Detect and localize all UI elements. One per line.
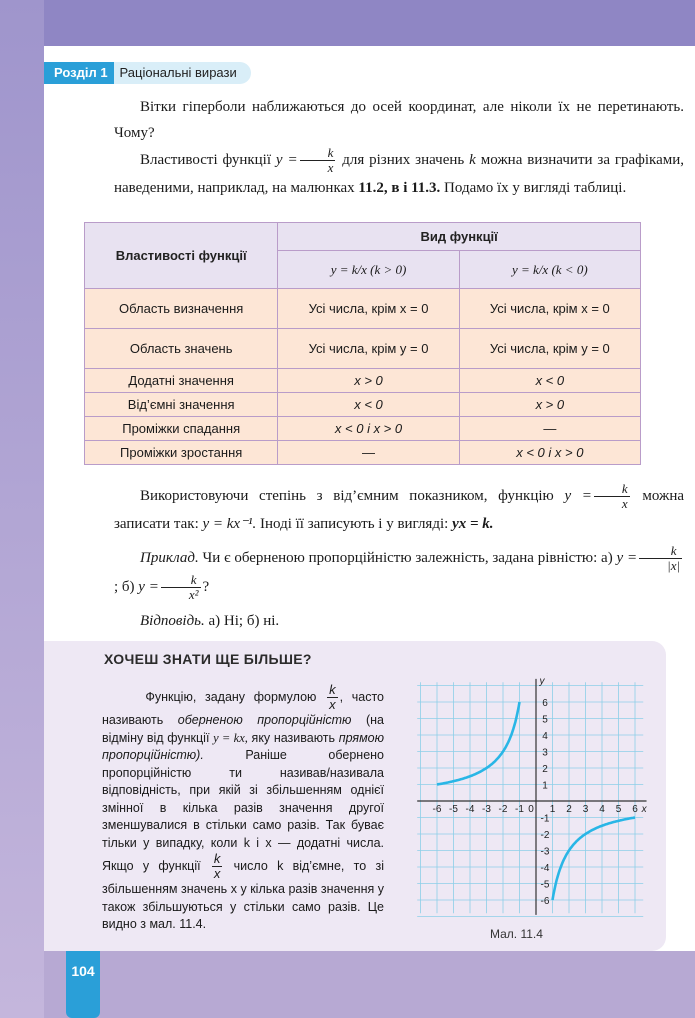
row-label: Проміжки спадання: [85, 417, 278, 441]
box-text: [102, 683, 384, 934]
frac-num: k: [329, 682, 336, 697]
frac-den: x: [621, 496, 628, 511]
hyperbola-branch-right: [553, 818, 636, 901]
y-tick-label: 5: [542, 714, 548, 726]
x-tick-label: -5: [449, 804, 458, 815]
hyperbola-graph: [402, 677, 646, 927]
section-number: Розділ 1: [44, 62, 114, 84]
box-t7: прямою пропорційністю).: [102, 730, 384, 762]
x-tick-label: -2: [498, 804, 508, 815]
box-t2: , часто називають: [102, 689, 384, 727]
example-text: Чи є оберненою пропорційністю залежність, задана рівністю: а): [202, 549, 613, 566]
y-tick-label: 1: [542, 780, 548, 792]
row-value: —: [459, 417, 640, 441]
x-tick-label: 1: [549, 804, 556, 815]
p3-formula-1: y = kx⁻¹.: [202, 516, 257, 532]
hyperbola-branch-left: [437, 702, 520, 785]
x-tick-label: 3: [582, 804, 589, 815]
row-value: x > 0: [278, 369, 459, 393]
paragraph-3: [114, 482, 684, 537]
x-tick-label: -3: [482, 804, 491, 815]
answer: [114, 608, 684, 634]
p2-refs: 11.2, в і 11.3.: [358, 180, 441, 196]
table-subheader-kneg: y = k/x (k < 0): [459, 251, 640, 289]
p3-text-c: Іноді її записують і у вигляді:: [260, 516, 449, 532]
table-row: [85, 417, 641, 441]
frac-den: x: [327, 160, 334, 175]
p3-text-a: Використовуючи степінь з від’ємним показником, функцію: [140, 487, 554, 504]
fraction-k-x: [212, 852, 223, 881]
fraction-k-x: [594, 482, 630, 511]
fraction-k-x: [300, 146, 336, 175]
y-tick-label: 3: [542, 747, 548, 759]
p2-text-c: можна визначити за графіками, наведеними, наприклад, на малюнках: [114, 151, 685, 196]
p3-eq: y =: [564, 487, 592, 504]
x-axis-label: x: [641, 804, 647, 815]
frac-den: x: [329, 697, 336, 712]
p3-formula-2: yx = k.: [452, 516, 494, 532]
box-t6: яку називають: [251, 730, 336, 745]
table-row: [85, 289, 641, 329]
x-tick-label: 4: [599, 804, 605, 815]
paragraph-2: [114, 146, 684, 201]
table-header-props: Властивості функції: [85, 223, 278, 289]
row-label: Область значень: [85, 329, 278, 369]
y-tick-label: -1: [540, 813, 550, 825]
row-value: x < 0: [459, 369, 640, 393]
row-value: x > 0: [459, 393, 640, 417]
row-value: x < 0 і x > 0: [278, 417, 459, 441]
top-band: [0, 0, 695, 46]
box-t1: Функцію, задану формулою: [145, 689, 317, 704]
y-tick-label: -5: [540, 879, 550, 891]
p3-text-b: можна записати так:: [114, 487, 685, 532]
fraction-k-x: [327, 683, 338, 712]
row-value: Усі числа, крім y = 0: [459, 329, 640, 369]
y-tick-label: 2: [542, 764, 548, 775]
table-row: [85, 441, 641, 465]
y-tick-label: -4: [540, 863, 550, 874]
left-band: [0, 0, 44, 1018]
example-label: Приклад.: [140, 549, 199, 566]
graph-axes: [417, 679, 646, 915]
page: [44, 46, 695, 951]
frac-num: k: [300, 146, 336, 161]
y-tick-label: -6: [540, 896, 550, 907]
example: Приклад. Чи є оберненою пропорційністю залежність, задана рівністю: а) y = $\frac{k}{|x|}$ ; б) y = $\frac{k}{\text{x²}}$ ?: [114, 543, 681, 602]
table-subheader-kpos: y = k/x (k > 0): [278, 251, 459, 289]
section-name: Раціональні вирази: [114, 62, 251, 84]
box-t10: число: [233, 858, 268, 873]
example-text-b: ; б): [114, 578, 135, 595]
box-t5: y = kx,: [213, 730, 248, 745]
box-t4: (на відміну від функції: [102, 713, 384, 745]
row-label: Область визначення: [85, 289, 278, 329]
x-tick-label: 5: [615, 804, 622, 815]
graph-tick-labels: [433, 676, 648, 907]
row-value: —: [278, 441, 459, 465]
row-value: Усі числа, крім y = 0: [278, 329, 459, 369]
x-tick-label: -6: [432, 804, 442, 815]
table-row: [85, 329, 641, 369]
p2-eq: y =: [275, 151, 298, 168]
figure-caption: Мал. 11.4: [490, 927, 543, 941]
y-axis-label: y: [539, 675, 545, 687]
p2-k: k: [469, 151, 476, 168]
table-row: [85, 369, 641, 393]
answer-label: Відповідь.: [140, 613, 205, 629]
row-value: x < 0 і x > 0: [459, 441, 640, 465]
box-t11: k від’ємне, то зі збільшенням значень x у кілька разів значення y також збільшуються у стільки само разів. Це видно з мал. 11.4.: [102, 858, 384, 931]
row-value: Усі числа, крім x = 0: [459, 289, 640, 329]
fraction-k-abs-x: $\frac{k}{|x|}$: [639, 544, 682, 573]
row-value: x < 0: [278, 393, 459, 417]
box-t9: k і x — додатні числа. Якщо у функції: [102, 835, 384, 873]
page-number: 104: [66, 951, 100, 1018]
x-tick-label: 0: [528, 804, 534, 815]
y-tick-label: -2: [540, 830, 550, 841]
row-label: Від’ємні значення: [85, 393, 278, 417]
x-tick-label: 2: [566, 804, 572, 815]
paragraph-1: Вітки гіперболи наближаються до осей координат, але ніколи їх не перетинають. Чому?: [114, 99, 684, 141]
box-title: ХОЧЕШ ЗНАТИ ЩЕ БІЛЬШЕ?: [104, 651, 312, 667]
row-label: Проміжки зростання: [85, 441, 278, 465]
frac-num: k: [594, 482, 630, 497]
y-tick-label: 4: [542, 731, 548, 742]
answer-text: а) Ні; б) ні.: [208, 613, 280, 629]
y-tick-label: -3: [540, 846, 550, 858]
row-value: Усі числа, крім x = 0: [278, 289, 459, 329]
x-tick-label: 6: [632, 804, 638, 815]
example-end: ?: [202, 578, 210, 595]
x-tick-label: -4: [465, 804, 475, 815]
graph-grid: [417, 682, 643, 916]
properties-table: [84, 222, 641, 465]
box-t3: оберненою пропорційністю: [177, 713, 352, 727]
p2-text-a: Властивості функції: [140, 151, 272, 168]
p2-text-d: Подамо їх у вигляді таблиці.: [444, 180, 627, 196]
frac-num: k: [213, 851, 221, 866]
extra-info-box: [44, 641, 666, 951]
table-row: [85, 393, 641, 417]
y-tick-label: 6: [542, 698, 548, 709]
box-t8: Раніше обернено пропорційністю ти називав/називала відповідність, при якій зі збільшенням однієї змінної в кілька разів значення другої зменшувалися в стільки само разів. Так буває тільки у випадку, коли: [102, 748, 384, 850]
fraction-k-x2: $\frac{k}{\text{x²}}$: [161, 573, 201, 602]
row-label: Додатні значення: [85, 369, 278, 393]
x-tick-label: -1: [515, 804, 524, 815]
frac-den: x: [213, 866, 221, 881]
section-tag: [44, 62, 251, 84]
p2-text-b: для різних значень: [342, 151, 465, 168]
table-header-kind: Вид функції: [278, 223, 641, 251]
